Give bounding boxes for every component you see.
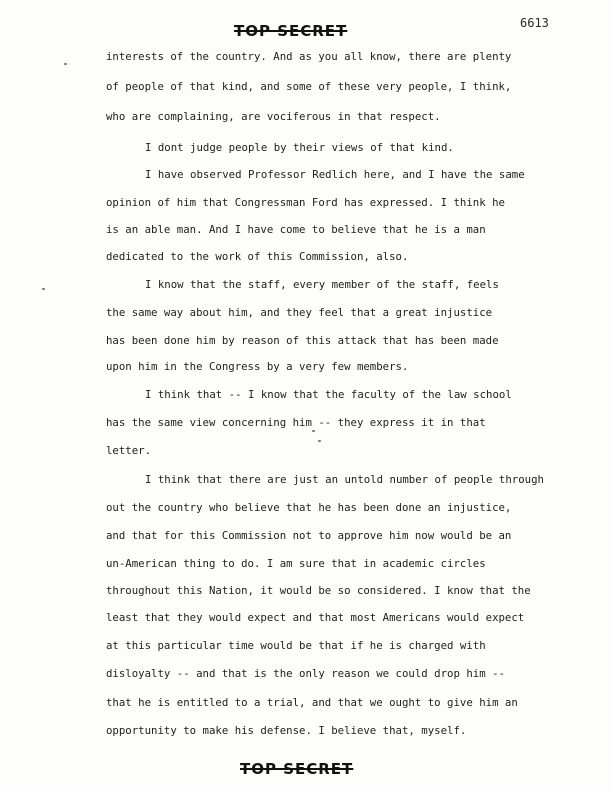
scan-speck [42, 288, 45, 290]
text-line: opinion of him that Congressman Ford has expressed. I think he [106, 196, 505, 209]
text-line: dedicated to the work of this Commission, also. [106, 250, 409, 263]
classification-stamp-bottom: TOP SECRET [240, 760, 354, 778]
text-line: upon him in the Congress by a very few members. [106, 360, 409, 373]
text-line: un-American thing to do. I am sure that in academic circles [106, 557, 486, 570]
page-number: 6613 [520, 16, 549, 30]
text-line: at this particular time would be that if he is charged with [106, 639, 486, 652]
text-line: I think that -- I know that the faculty of the law school [145, 388, 512, 401]
scan-speck [64, 63, 67, 65]
text-line: who are complaining, are vociferous in that respect. [106, 110, 441, 123]
text-line: is an able man. And I have come to believe that he is a man [106, 223, 486, 236]
scan-speck [318, 440, 321, 442]
text-line: has been done him by reason of this attack that has been made [106, 334, 499, 347]
text-line: throughout this Nation, it would be so considered. I know that the [106, 584, 531, 597]
scan-speck [312, 430, 315, 432]
text-line: least that they would expect and that most Americans would expect [106, 611, 525, 624]
text-line: I dont judge people by their views of that kind. [145, 141, 454, 154]
text-line: the same way about him, and they feel that a great injustice [106, 306, 493, 319]
classification-stamp-top: TOP SECRET [234, 22, 348, 40]
text-line: has the same view concerning him -- they express it in that [106, 416, 486, 429]
text-line: out the country who believe that he has been done an injustice, [106, 501, 512, 514]
text-line: and that for this Commission not to approve him now would be an [106, 529, 512, 542]
text-line: I think that there are just an untold number of people through [145, 473, 544, 486]
text-line: that he is entitled to a trial, and that we ought to give him an [106, 696, 518, 709]
text-line: letter. [106, 444, 152, 457]
text-line: interests of the country. And as you all know, there are plenty [106, 50, 512, 63]
text-line: I know that the staff, every member of the staff, feels [145, 278, 499, 291]
text-line: opportunity to make his defense. I believe that, myself. [106, 724, 467, 737]
text-line: disloyalty -- and that is the only reason we could drop him -- [106, 667, 505, 680]
text-line: I have observed Professor Redlich here, and I have the same [145, 168, 525, 181]
text-line: of people of that kind, and some of these very people, I think, [106, 80, 512, 93]
